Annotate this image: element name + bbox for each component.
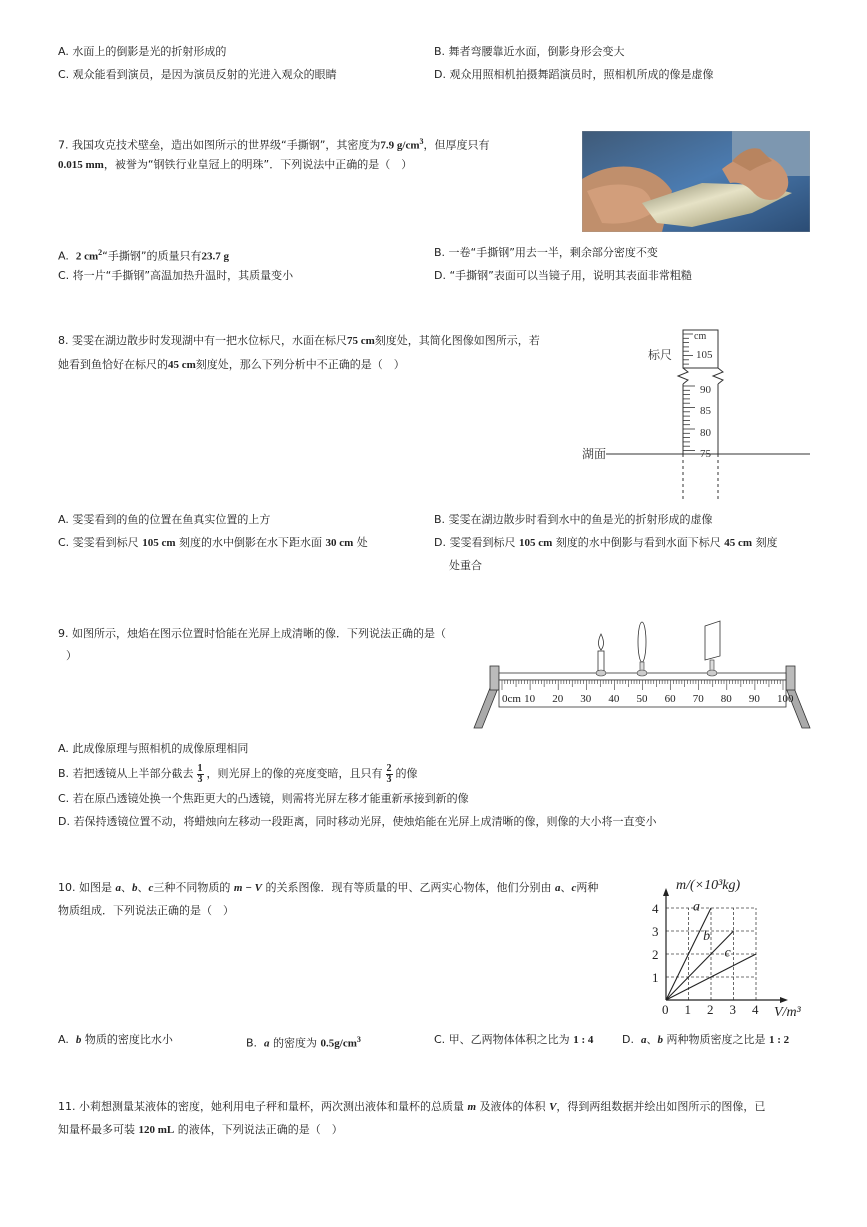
- bench-label: 40: [608, 693, 620, 705]
- q8-option-d: D. 雯雯看到标尺 105 cm 刻度的水中倒影与看到水面下标尺 45 cm 刻度: [434, 536, 778, 549]
- x-axis-arrow: [780, 997, 788, 1003]
- m-v-chart: [640, 872, 815, 1018]
- bench-label: 70: [692, 693, 704, 705]
- q6-option-c: C. 观众能看到演员，是因为演员反射的光进入观众的眼睛: [58, 68, 337, 81]
- q7-option-c: C. 将一片“手撕钢”高温加热升温时，其质量变小: [58, 269, 294, 282]
- series-label-c: c: [724, 945, 731, 961]
- q7-option-a: A. 2 $cm^2“$手撕钢”的质量只有23.7 g: [58, 248, 230, 263]
- optical-bench-figure: [472, 618, 812, 733]
- series-label-b: b: [703, 929, 711, 945]
- bench-label: 90: [748, 693, 760, 705]
- x-tick-label: 1: [684, 1002, 691, 1017]
- ruler-label: 标尺: [648, 348, 673, 362]
- tick-label-85: 85: [700, 405, 711, 417]
- x-tick-label: 3: [729, 1002, 736, 1017]
- q6-option-a: A. 水面上的倒影是光的折射形成的: [58, 45, 227, 58]
- q8-option-c: C. 雯雯看到标尺 105 cm 刻度的水中倒影在水下距水面 30 cm 处: [58, 536, 368, 549]
- series-label-a: a: [693, 899, 700, 915]
- q10-option-d: D. a、b 两种物质密度之比是 1 : 2: [622, 1033, 790, 1046]
- bench-label: 10: [524, 693, 536, 705]
- q9-option-c: C. 若在原凸透镜处换一个焦距更大的凸透镜，则需将光屏左移才能重新承接到新的像: [58, 792, 469, 805]
- q10-option-a: A. b 物质的密度比水小: [58, 1033, 173, 1046]
- q7-stem-line1: 7. 我国攻克技术壁垒，造出如图所示的世界级“手撕钢”，其密度为7.9 $g/cm^3$，但厚度只有: [58, 137, 490, 152]
- bench-label: 50: [636, 693, 648, 705]
- q7-option-d: D. “手撕钢”表面可以当镜子用，说明其表面非常粗糙: [434, 269, 692, 282]
- lake-surface-label: 湖面: [582, 447, 607, 461]
- bench-label: 80: [720, 693, 732, 705]
- q9-option-a: A. 此成像原理与照相机的成像原理相同: [58, 742, 249, 755]
- q8-stem-line1: 8. 雯雯在湖边散步时发现湖中有一把水位标尺，水面在标尺75 cm刻度处，其简化图像如图所示，若: [58, 334, 540, 347]
- bench-label: 30: [580, 693, 592, 705]
- water-level-ruler-figure: [576, 326, 814, 506]
- q8-option-d-cont: 处重合: [449, 559, 482, 572]
- q10-stem-line2: 物质组成．下列说法正确的是（ ）: [58, 904, 234, 917]
- tick-label-105: 105: [696, 349, 713, 361]
- bench-label: 0cm: [502, 693, 521, 705]
- q6-option-d: D. 观众用照相机拍摄舞蹈演员时，照相机所成的像是虚像: [434, 68, 714, 81]
- y-tick-label: 2: [652, 947, 659, 962]
- bench-label: 100: [777, 693, 794, 705]
- series-line-b: [666, 931, 734, 1000]
- q10-option-b: B. a 的密度为 $0.5g/cm^3$: [246, 1035, 361, 1050]
- q7-stem-line2: 0.015 mm，被誉为“钢铁行业皇冠上的明珠”．下列说法中正确的是（ ）: [58, 158, 413, 171]
- y-axis-arrow: [663, 888, 669, 896]
- q7-option-b: B. 一卷“手撕钢”用去一半，剩余部分密度不变: [434, 246, 658, 259]
- q10-stem-line1: 10. 如图是 a、b、c三种不同物质的 m − V 的关系图像．现有等质量的甲、乙两实心物体，他们分别由 a、c两种: [58, 881, 599, 894]
- bench-label: 20: [552, 693, 564, 705]
- chart-xlabel: V/m³: [774, 1005, 801, 1018]
- light-screen: [705, 621, 720, 660]
- y-tick-label: 4: [652, 901, 659, 916]
- chart-ylabel: m/(×10³kg): [676, 878, 741, 893]
- convex-lens: [638, 622, 646, 662]
- q9-option-d: D. 若保持透镜位置不动，将蜡烛向左移动一段距离，同时移动光屏，使烛焰能在光屏上成清晰的像，则像的大小将一直变小: [58, 815, 657, 828]
- q10-option-c: C. 甲、乙两物体体积之比为 1 : 4: [434, 1033, 594, 1046]
- tick-label-75: 75: [700, 448, 711, 460]
- bench-label: 60: [664, 693, 676, 705]
- tick-label-80: 80: [700, 427, 711, 439]
- x-tick-label: 4: [752, 1002, 759, 1017]
- candle-flame: [599, 634, 604, 650]
- q11-stem-line2: 知量杯最多可装 120 mL 的液体，下列说法正确的是（ ）: [58, 1123, 343, 1136]
- q11-stem-line1: 11. 小莉想测量某液体的密度，她利用电子秤和量杯，两次测出液体和量杯的总质量 m 及液体的体积 V，得到两组数据并绘出如图所示的图像，已: [58, 1100, 766, 1113]
- q8-stem-line2: 她看到鱼恰好在标尺的45 cm刻度处，那么下列分析中不正确的是（ ）: [58, 358, 405, 371]
- ruler-unit-label: cm: [694, 331, 707, 342]
- q9-option-b: B. 若把透镜从上半部分截去 $\frac{1}{3}$ ，则光屏上的像的亮度变暗，且只有 $\frac{2}{3}$ 的像: [58, 762, 418, 785]
- y-tick-label: 3: [652, 924, 659, 939]
- x-tick-label: 2: [707, 1002, 714, 1017]
- y-tick-label: 1: [652, 970, 659, 985]
- q8-option-b: B. 雯雯在湖边散步时看到水中的鱼是光的折射形成的虚像: [434, 513, 713, 526]
- q6-option-b: B. 舞者弯腰靠近水面，倒影身形会变大: [434, 45, 625, 58]
- steel-foil-photo: [582, 131, 810, 232]
- q9-stem-line1: 9. 如图所示，烛焰在图示位置时恰能在光屏上成清晰的像．下列说法正确的是（: [58, 627, 446, 640]
- q8-option-a: A. 雯雯看到的鱼的位置在鱼真实位置的上方: [58, 513, 271, 526]
- q9-stem-line2: ）: [66, 649, 77, 662]
- x-tick-label: 0: [662, 1002, 669, 1017]
- tick-label-90: 90: [700, 384, 711, 396]
